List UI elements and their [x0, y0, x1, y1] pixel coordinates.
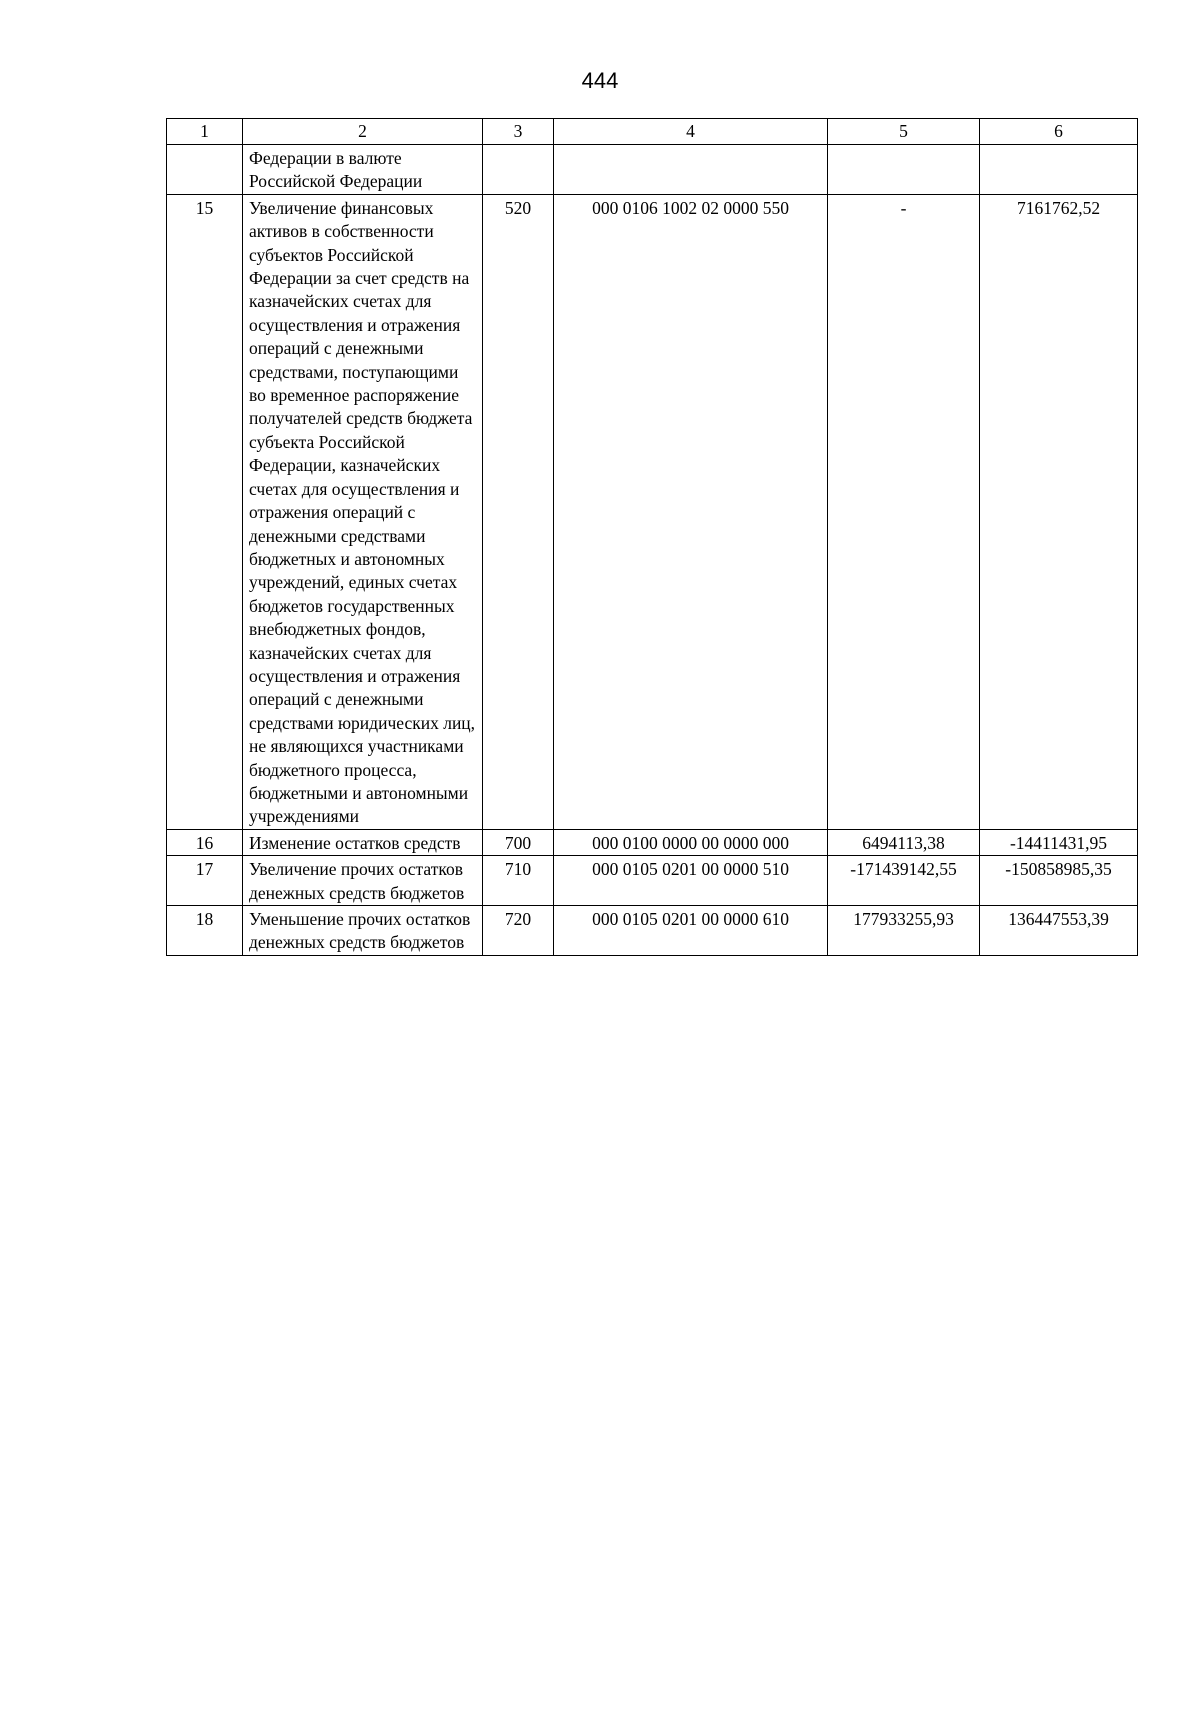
continuation-num-cell: [167, 145, 243, 195]
budget-table: [166, 118, 1138, 956]
row-col5-cell: -171439142,55: [828, 856, 980, 906]
table-header-row: [167, 119, 1138, 145]
row-col5-cell: 6494113,38: [828, 829, 980, 855]
row-bk-code-cell: 000 0100 0000 00 0000 000: [554, 829, 828, 855]
row-col6-cell: 7161762,52: [980, 194, 1138, 829]
row-number-cell: 18: [167, 906, 243, 956]
page-number: 444: [581, 68, 619, 93]
row-number-cell: 17: [167, 856, 243, 906]
row-line-code-cell: 520: [483, 194, 554, 829]
row-number-cell: 15: [167, 194, 243, 829]
table-row: [167, 194, 1138, 829]
header-cell-4: 4: [554, 119, 828, 145]
header-cell-6: 6: [980, 119, 1138, 145]
row-bk-code-cell: 000 0106 1002 02 0000 550: [554, 194, 828, 829]
header-cell-1: 1: [167, 119, 243, 145]
row-col6-cell: 136447553,39: [980, 906, 1138, 956]
row-col6-cell: -14411431,95: [980, 829, 1138, 855]
row-col5-cell: 177933255,93: [828, 906, 980, 956]
row-name-cell: Уменьшение прочих остатков денежных средств бюджетов: [243, 906, 483, 956]
row-bk-code-cell: 000 0105 0201 00 0000 610: [554, 906, 828, 956]
table-row-continuation: [167, 145, 1138, 195]
continuation-name-cell: Федерации в валюте Российской Федерации: [243, 145, 483, 195]
header-cell-3: 3: [483, 119, 554, 145]
table-row: [167, 906, 1138, 956]
continuation-col5-cell: [828, 145, 980, 195]
row-name-cell: Увеличение прочих остатков денежных средств бюджетов: [243, 856, 483, 906]
row-bk-code-cell: 000 0105 0201 00 0000 510: [554, 856, 828, 906]
continuation-bk-code-cell: [554, 145, 828, 195]
row-name-cell: Изменение остатков средств: [243, 829, 483, 855]
row-number-cell: 16: [167, 829, 243, 855]
header-cell-5: 5: [828, 119, 980, 145]
row-col6-cell: -150858985,35: [980, 856, 1138, 906]
row-name-cell: Увеличение финансовых активов в собственности субъектов Российской Федерации за счет средств на казначейских счетах для осуществления и отражения операций с денежными средствами, поступающими во временное распоряжение получателей средств бюджета субъекта Российской Федерации, казначейских счетах для осуществления и отражения операций с денежными средствами бюджетных и автономных учреждений, единых счетах бюджетов государственных внебюджетных фондов, казначейских счетах для осуществления и отражения операций с денежными средствами юридических лиц, не являющихся участниками бюджетного процесса, бюджетными и автономными учреждениями: [243, 194, 483, 829]
header-cell-2: 2: [243, 119, 483, 145]
row-line-code-cell: 700: [483, 829, 554, 855]
continuation-line-code-cell: [483, 145, 554, 195]
row-col5-cell: -: [828, 194, 980, 829]
row-line-code-cell: 720: [483, 906, 554, 956]
row-line-code-cell: 710: [483, 856, 554, 906]
table-row: [167, 829, 1138, 855]
continuation-col6-cell: [980, 145, 1138, 195]
table-row: [167, 856, 1138, 906]
